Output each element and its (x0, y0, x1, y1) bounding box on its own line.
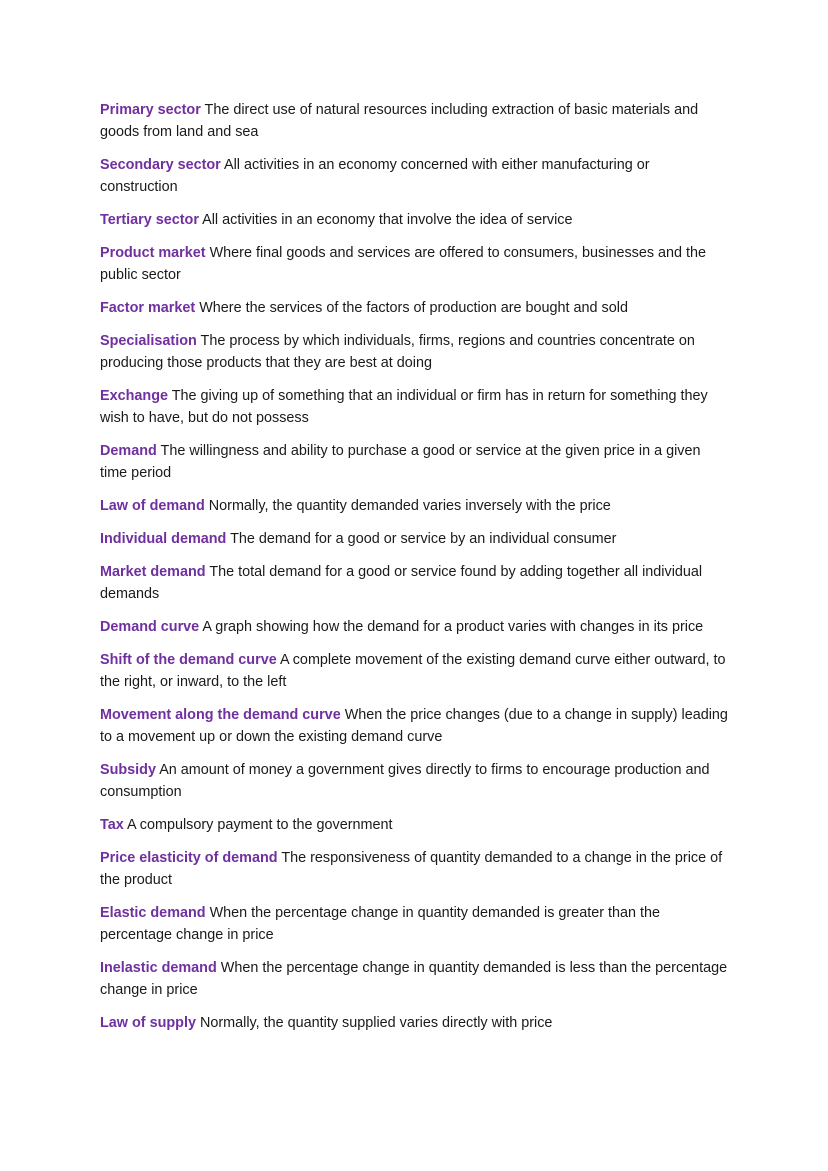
glossary-definition: When the percentage change in quantity demanded is less than the percentage change in price (100, 960, 728, 998)
glossary-definition: Normally, the quantity demanded varies inversely with the price (208, 498, 611, 514)
glossary-term: Specialisation (100, 333, 197, 349)
glossary-term: Inelastic demand (100, 960, 217, 976)
glossary-term: Tax (100, 817, 124, 833)
glossary-term: Secondary sector (100, 157, 221, 173)
glossary-entry (100, 902, 730, 946)
glossary-entry (100, 495, 730, 517)
glossary-term: Tertiary sector (100, 212, 199, 228)
glossary-entry (100, 649, 730, 693)
glossary-term: Primary sector (100, 102, 201, 118)
glossary-list (100, 99, 730, 1045)
glossary-term: Price elasticity of demand (100, 850, 278, 866)
glossary-entry (100, 957, 730, 1001)
glossary-entry (100, 99, 730, 143)
glossary-definition: The giving up of something that an individual or firm has in return for something they wish to have, but do not possess (100, 388, 708, 426)
glossary-definition: Normally, the quantity supplied varies directly with price (199, 1015, 553, 1031)
glossary-term: Demand curve (100, 619, 200, 635)
glossary-term: Movement along the demand curve (100, 707, 341, 723)
glossary-definition: The responsiveness of quantity demanded to a change in the price of the product (100, 850, 723, 888)
glossary-definition: A compulsory payment to the government (126, 817, 393, 833)
glossary-entry (100, 616, 730, 638)
glossary-term: Law of demand (100, 498, 205, 514)
glossary-entry (100, 847, 730, 891)
glossary-entry (100, 814, 730, 836)
glossary-term: Exchange (100, 388, 168, 404)
glossary-term: Factor market (100, 300, 196, 316)
glossary-definition: An amount of money a government gives directly to firms to encourage production and consumption (100, 762, 710, 800)
glossary-definition: The total demand for a good or service found by adding together all individual demands (100, 564, 703, 602)
glossary-entry (100, 209, 730, 231)
glossary-entry (100, 385, 730, 429)
glossary-definition: The demand for a good or service by an individual consumer (230, 531, 617, 547)
glossary-definition: The direct use of natural resources including extraction of basic materials and goods from land and sea (100, 102, 699, 140)
glossary-term: Subsidy (100, 762, 156, 778)
glossary-entry (100, 528, 730, 550)
glossary-term: Elastic demand (100, 905, 206, 921)
glossary-entry (100, 297, 730, 319)
glossary-definition: Where final goods and services are offered to consumers, businesses and the public sector (100, 245, 707, 283)
glossary-entry (100, 704, 730, 748)
glossary-term: Shift of the demand curve (100, 652, 277, 668)
glossary-definition: A graph showing how the demand for a product varies with changes in its price (202, 619, 704, 635)
glossary-entry (100, 242, 730, 286)
glossary-entry (100, 759, 730, 803)
glossary-entry (100, 561, 730, 605)
glossary-term: Law of supply (100, 1015, 196, 1031)
glossary-term: Individual demand (100, 531, 227, 547)
glossary-entry (100, 1012, 730, 1034)
glossary-entry (100, 154, 730, 198)
glossary-definition: All activities in an economy concerned with either manufacturing or construction (100, 157, 650, 195)
glossary-entry (100, 330, 730, 374)
glossary-definition: The process by which individuals, firms, regions and countries concentrate on producing those products that they are best at doing (100, 333, 695, 371)
glossary-definition: When the price changes (due to a change in supply) leading to a movement up or down the existing demand curve (100, 707, 728, 745)
glossary-definition: The willingness and ability to purchase a good or service at the given price in a given time period (100, 443, 701, 481)
glossary-term: Demand (100, 443, 157, 459)
glossary-definition: Where the services of the factors of production are bought and sold (199, 300, 628, 316)
glossary-term: Market demand (100, 564, 206, 580)
glossary-entry (100, 440, 730, 484)
glossary-definition: When the percentage change in quantity demanded is greater than the percentage change in price (100, 905, 660, 943)
glossary-definition: A complete movement of the existing demand curve either outward, to the right, or inward, to the left (100, 652, 726, 690)
glossary-definition: All activities in an economy that involve the idea of service (202, 212, 573, 228)
glossary-term: Product market (100, 245, 206, 261)
